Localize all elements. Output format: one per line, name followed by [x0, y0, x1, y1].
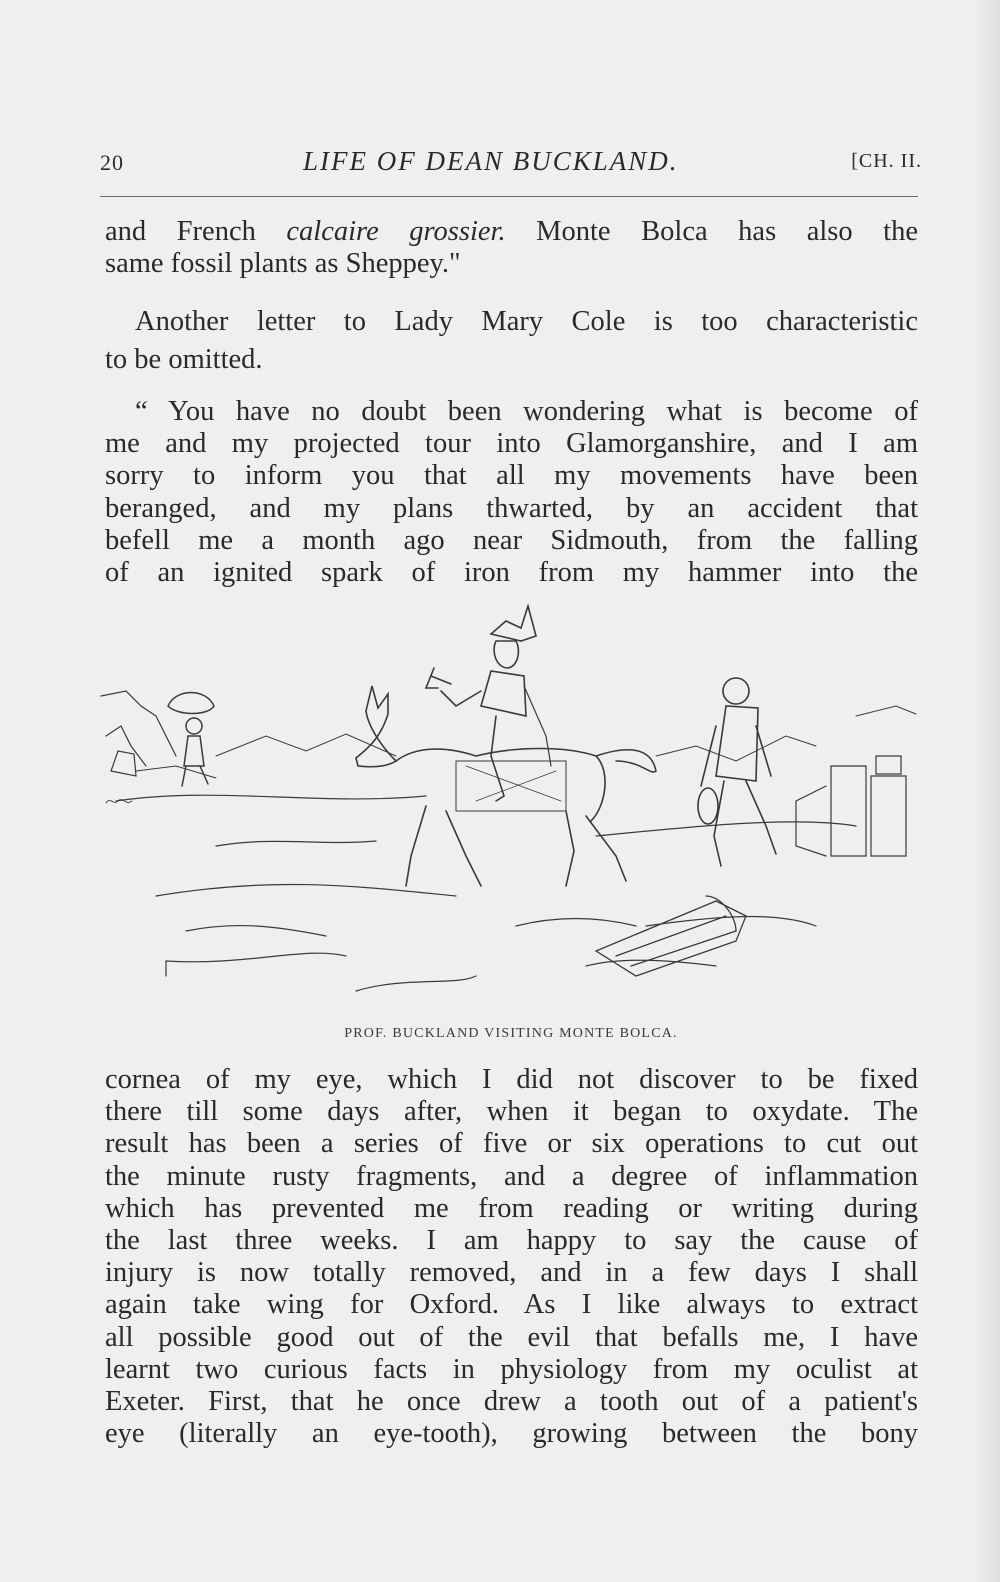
text-line: there till some days after, when it began to oxydate. The	[105, 1096, 918, 1128]
mule	[356, 686, 656, 886]
text-line: sorry to inform you that all my movements have been	[105, 460, 918, 492]
text-line: to be omitted.	[105, 344, 263, 376]
header-rule	[100, 196, 918, 197]
italic-term: calcaire grossier.	[286, 216, 506, 247]
worker-figure	[168, 693, 214, 787]
text-line: injury is now totally removed, and in a few days I shall	[105, 1257, 918, 1289]
text-line: and French calcaire grossier. Monte Bolca has also the	[105, 216, 918, 247]
page-edge-shadow	[974, 0, 1000, 1582]
paragraph-2	[105, 306, 918, 376]
text-line: again take wing for Oxford. As I like always to extract	[105, 1289, 918, 1321]
ground-strokes	[116, 795, 856, 991]
rocks-left	[101, 691, 176, 776]
text-line: learnt two curious facts in physiology from my oculist at	[105, 1353, 918, 1385]
text-line: which has prevented me from reading or writing during	[105, 1192, 918, 1224]
text-line: result has been a series of five or six operations to cut out	[105, 1128, 918, 1160]
paragraph-3	[105, 396, 918, 589]
text-line: of an ignited spark of iron from my hammer into the	[105, 557, 918, 589]
text-line: same fossil plants as Sheppey."	[105, 248, 461, 280]
text-line: Exeter. First, that he once drew a tooth out of a patient's	[105, 1386, 918, 1418]
text-line: the last three weeks. I am happy to say the cause of	[105, 1225, 918, 1257]
text-line: befell me a month ago near Sidmouth, from the falling	[105, 524, 918, 556]
running-header	[100, 146, 922, 186]
text-line: eye (literally an eye-tooth), growing between the bony	[105, 1418, 918, 1450]
text-line: Another letter to Lady Mary Cole is too characteristic	[135, 306, 918, 337]
page-number: 20	[100, 150, 124, 175]
rider-figure	[426, 606, 551, 801]
paragraph-4	[105, 1064, 918, 1450]
paragraph-1	[105, 216, 918, 280]
text-line: all possible good out of the evil that befalls me, I have	[105, 1321, 918, 1353]
chapter-marker: [CH. II.	[851, 150, 922, 172]
crates-right	[796, 756, 906, 856]
running-title: LIFE OF DEAN BUCKLAND.	[303, 146, 679, 176]
illustration-buckland-on-mule	[96, 596, 926, 1016]
text-line: cornea of my eye, which I did not discover to be fixed	[105, 1064, 918, 1095]
illustration-caption: PROF. BUCKLAND VISITING MONTE BOLCA.	[344, 1026, 678, 1041]
text-line: beranged, and my plans thwarted, by an accident that	[105, 492, 918, 524]
fossil-slabs	[596, 896, 746, 976]
engraving-drawing	[96, 596, 926, 1016]
text-line: “ You have no doubt been wondering what is become of	[135, 396, 918, 427]
text-line: me and my projected tour into Glamorganshire, and I am	[105, 428, 918, 460]
guide-figure	[698, 678, 776, 866]
artist-signature	[106, 800, 132, 803]
text-line: the minute rusty fragments, and a degree of inflammation	[105, 1160, 918, 1192]
